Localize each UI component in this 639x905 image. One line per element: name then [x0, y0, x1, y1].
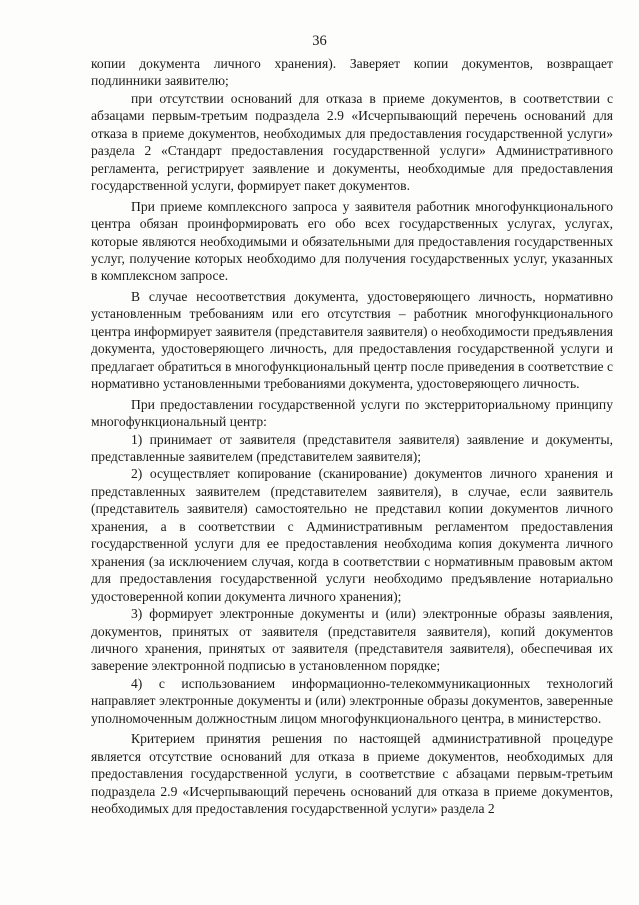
paragraph-no-grounds: при отсутствии оснований для отказа в приеме документов, в соответствии с абзацами первым-третьим подраздела 2.9 «Исчерпывающий перечень оснований для отказа в приеме документов, необходимых для предоставления государственной услуги» раздела 2 «Стандарт предоставления государственной услуги» Административного регламента, регистрирует заявление и документы, необходимые для предоставления государственной услуги, формирует пакет документов. — [91, 90, 613, 194]
paragraph-identity-mismatch: В случае несоответствия документа, удостоверяющего личность, нормативно установленным требованиям или его отсутствия – работник многофункционального центра информирует заявителя (представителя заявителя) о необходимости предъявления документа, удостоверяющего личность, для предоставления государственной услуги и предлагает обратиться в многофункциональный центр после приведения в соответствие с нормативно установленными требованиями документа, удостоверяющего личность. — [91, 288, 613, 392]
paragraph-complex-request: При приеме комплексного запроса у заявителя работник многофункционального центра обязан проинформировать его обо всех государственных услугах, услугах, которые являются необходимыми и обязательными для предоставления государственных услуг, получение которых необходимо для получения государственных услуг, указанных в комплексном запросе. — [91, 198, 613, 284]
list-item-4: 4) с использованием информационно-телекоммуникационных технологий направляет электронные документы и (или) электронные образы документов, заверенные уполномоченным должностным лицом многофункционального центра, в министерство. — [91, 675, 613, 726]
list-item-2: 2) осуществляет копирование (сканирование) документов личного хранения и представленных заявителем (представителем заявителя), в случае, если заявитель (представитель заявителя) самостоятельно не представил копии документов личного хранения, а в соответствии с Административным регламентом предоставления государственной услуги для ее предоставления необходима копия документа личного хранения (за исключением случая, когда в соответствии с нормативным правовым актом для предоставления государственной услуги необходимо предъявление нотариально удостоверенной копии документа личного хранения); — [91, 466, 613, 604]
paragraph-extraterritorial: При предоставлении государственной услуги по экстерриториальному принципу многофункциональный центр: — [91, 396, 613, 430]
page-number: 36 — [312, 33, 327, 49]
paragraph-continuation: копии документа личного хранения). Заверяет копии документов, возвращает подлинники заявителю; — [91, 56, 613, 89]
paragraph-decision-criterion: Критерием принятия решения по настоящей административной процедуре является отсутствие оснований для отказа в приеме документов, необходимых для предоставления государственной услуги, в соответствие с абзацами первым-третьим подраздела 2.9 «Исчерпывающий перечень оснований для отказа в приеме документов, необходимых для предоставления государственной услуги» раздела 2 — [91, 731, 613, 817]
list-item-3: 3) формирует электронные документы и (или) электронные образы заявления, документов, принятых от заявителя (представителя заявителя), копий документов личного хранения, принятых от заявителя (представителя заявителя), обеспечивая их заверение электронной подписью в установленном порядке; — [91, 606, 613, 674]
list-item-1: 1) принимает от заявителя (представителя заявителя) заявление и документы, представленные заявителем (представителем заявителя); — [91, 431, 613, 464]
document-body — [91, 55, 613, 817]
